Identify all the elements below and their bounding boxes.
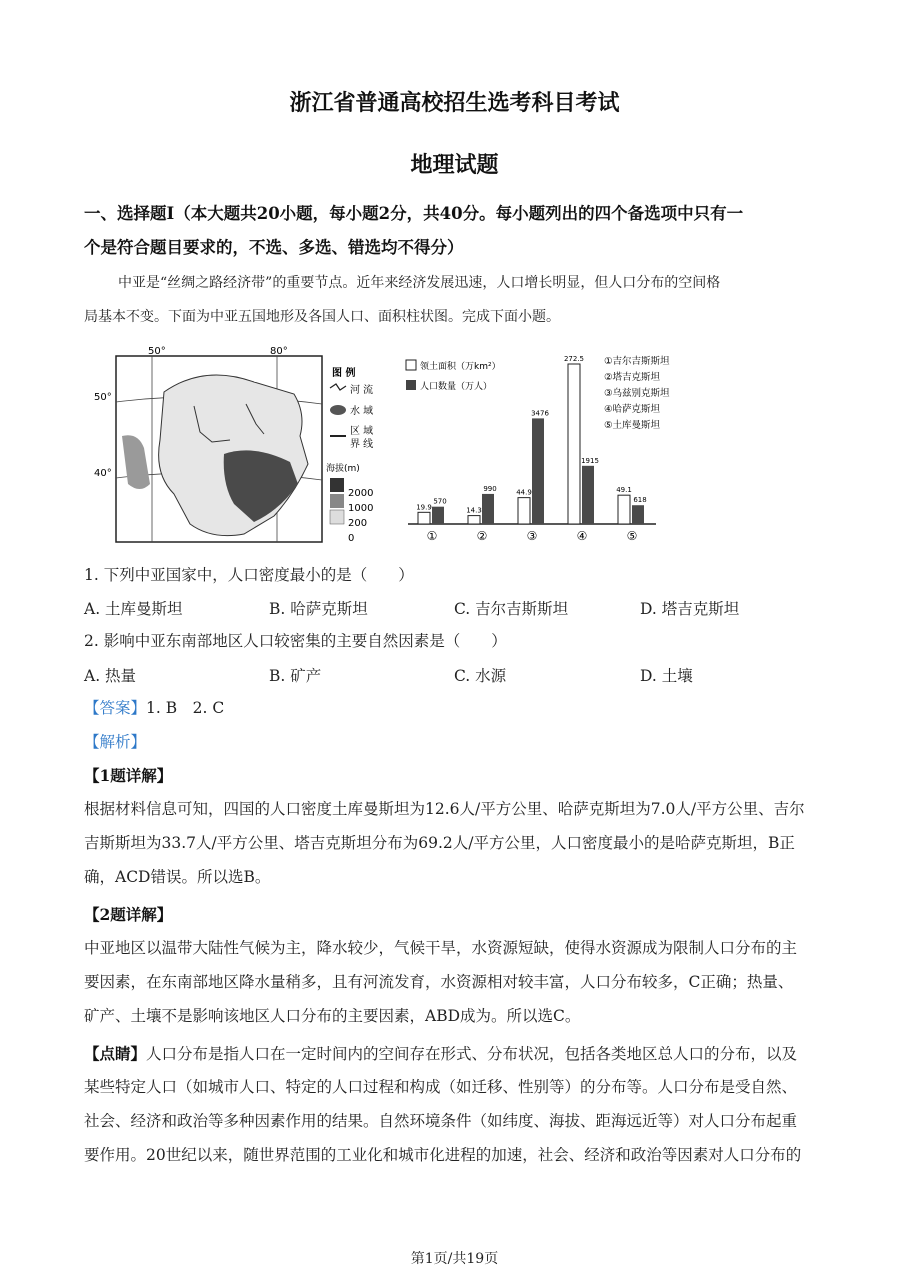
q2-option-d[interactable]: D. 土壤 [640, 667, 693, 685]
q2-stem: 2. 影响中亚东南部地区人口较密集的主要自然因素是（ ） [84, 632, 507, 650]
answer-text: 1. B 2. C [146, 699, 225, 717]
legend-title: 图 例 [332, 368, 356, 379]
tip-line1 [84, 1037, 844, 1071]
legend-border-1: 区 域 [350, 426, 374, 437]
legend-pop-swatch [406, 380, 416, 390]
q1-option-b[interactable]: B. 哈萨克斯坦 [269, 600, 368, 618]
elevation-title: 海拔(m) [326, 464, 360, 474]
population-area-bar-chart [404, 352, 704, 548]
intro-line1: 中亚是“丝绸之路经济带”的重要节点。近年来经济发展迅速，人口增长明显，但人口分布的空间格 [118, 275, 721, 291]
area-bar-1 [418, 512, 430, 524]
legend-area-label: 领土面积（万km²） [420, 362, 501, 372]
q1-option-a[interactable]: A. 土库曼斯坦 [84, 600, 183, 618]
legend-river: 河 流 [350, 385, 374, 396]
elev-swatch-low [330, 510, 344, 524]
q2-option-c[interactable]: C. 水源 [454, 667, 507, 685]
population-value-5: 618 [633, 496, 647, 505]
tip-line4: 要作用。20世纪以来，随世界范围的工业化和城市化进程的加速，社会、经济和政治等因素对人口分布的 [84, 1146, 802, 1164]
q1-option-c[interactable]: C. 吉尔吉斯斯坦 [454, 600, 569, 618]
lat-label-50: 50° [94, 392, 112, 403]
lon-label-50: 50° [148, 346, 166, 357]
section-heading-line1: 一、选择题Ⅰ（本大题共20小题，每小题2分，共40分。每小题列出的四个备选项中只有一 [84, 204, 744, 223]
detail1-line3: 确，ACD错误。所以选B。 [84, 868, 271, 886]
area-value-2: 14.3 [466, 506, 482, 515]
subject-title: 地理试题 [410, 152, 499, 178]
country-legend [604, 355, 670, 431]
population-bar-2 [482, 494, 494, 524]
elev-tick-1000: 1000 [348, 503, 374, 514]
legend-water-symbol [330, 405, 346, 415]
legend-area-swatch [406, 360, 416, 370]
country-legend-2: ②塔吉克斯坦 [604, 372, 661, 383]
answer-tag: 【答案】 [84, 699, 147, 717]
central-asia-map [94, 344, 400, 548]
area-bar-4 [568, 364, 580, 524]
elev-tick-200: 200 [348, 518, 368, 529]
area-bar-3 [518, 498, 530, 524]
exam-title: 浙江省普通高校招生选考科目考试 [289, 90, 620, 116]
area-bar-5 [618, 495, 630, 524]
detail1-tag: 【1题详解】 [84, 766, 173, 785]
country-legend-5: ⑤土库曼斯坦 [604, 420, 661, 431]
area-value-1: 19.9 [416, 503, 432, 512]
intro-line2: 局基本不变。下面为中亚五国地形及各国人口、面积柱状图。完成下面小题。 [84, 309, 560, 325]
category-label-5: ⑤ [626, 529, 638, 543]
area-value-4: 272.5 [563, 355, 585, 363]
category-label-4: ④ [576, 529, 588, 543]
q1-stem: 1. 下列中亚国家中，人口密度最小的是（ ） [84, 566, 414, 584]
detail2-tag: 【2题详解】 [84, 905, 173, 924]
population-value-1: 570 [433, 497, 447, 506]
population-bar-5 [632, 505, 644, 524]
population-value-3: 3476 [531, 409, 549, 418]
answer-line [84, 692, 824, 725]
legend-pop-label: 人口数量（万人） [420, 382, 493, 392]
tip-line2: 某些特定人口（如城市人口、特定的人口过程和构成（如迁移、性别等）的分布等。人口分布是受自然、 [84, 1078, 798, 1096]
legend-river-symbol [330, 384, 346, 390]
country-legend-3: ③乌兹别克斯坦 [604, 388, 670, 399]
category-label-2: ② [476, 529, 488, 543]
tip-text1: 人口分布是指人口在一定时间内的空间存在形式、分布状况，包括各类地区总人口的分布，以及 [146, 1045, 798, 1063]
country-legend-1: ①吉尔吉斯斯坦 [604, 356, 670, 367]
area-value-5: 49.1 [616, 486, 632, 495]
category-label-1: ① [426, 529, 438, 543]
population-value-2: 990 [483, 484, 497, 493]
elev-swatch-mid [330, 494, 344, 508]
detail1-line2: 吉斯斯坦为33.7人/平方公里、塔吉克斯坦分布为69.2人/平方公里，人口密度最小的是哈萨克斯坦，B正 [84, 834, 795, 852]
area-bar-2 [468, 516, 480, 524]
detail2-line3: 矿产、土壤不是影响该地区人口分布的主要因素，ABD成为。所以选C。 [84, 1007, 581, 1025]
tip-line3: 社会、经济和政治等多种因素作用的结果。自然环境条件（如纬度、海拔、距海远近等）对人口分布起重 [84, 1112, 798, 1130]
detail2-line2: 要因素，在东南部地区降水量稍多，且有河流发育，水资源相对较丰富，人口分布较多，C正确；热量、 [84, 973, 794, 991]
detail1-line1: 根据材料信息可知，四国的人口密度土库曼斯坦为12.6人/平方公里、哈萨克斯坦为7.0人/平方公里、吉尔 [84, 800, 805, 818]
population-bar-3 [532, 418, 544, 524]
tip-tag: 【点睛】 [84, 1044, 147, 1063]
category-label-3: ③ [526, 529, 538, 543]
q2-option-b[interactable]: B. 矿产 [269, 667, 322, 685]
q1-option-d[interactable]: D. 塔吉克斯坦 [640, 600, 740, 618]
area-value-3: 44.9 [516, 488, 532, 497]
elev-tick-2000: 2000 [348, 488, 374, 499]
elev-swatch-high [330, 478, 344, 492]
elev-tick-0: 0 [348, 533, 355, 544]
detail2-line1: 中亚地区以温带大陆性气候为主，降水较少，气候干旱，水资源短缺，使得水资源成为限制人口分布的主 [84, 939, 798, 957]
section-heading-line2: 个是符合题目要求的，不选、多选、错选均不得分） [84, 238, 464, 257]
legend-water: 水 域 [350, 406, 374, 417]
analysis-tag: 【解析】 [84, 733, 147, 751]
country-legend-4: ④哈萨克斯坦 [604, 404, 661, 415]
page-number: 第1页/共19页 [410, 1251, 499, 1267]
population-bar-1 [432, 507, 444, 524]
population-value-4: 1915 [581, 456, 599, 465]
population-bar-4 [582, 466, 594, 524]
q2-option-a[interactable]: A. 热量 [84, 667, 137, 685]
lat-label-40: 40° [94, 468, 112, 479]
legend-border-2: 界 线 [350, 439, 374, 450]
lon-label-80: 80° [270, 346, 288, 357]
